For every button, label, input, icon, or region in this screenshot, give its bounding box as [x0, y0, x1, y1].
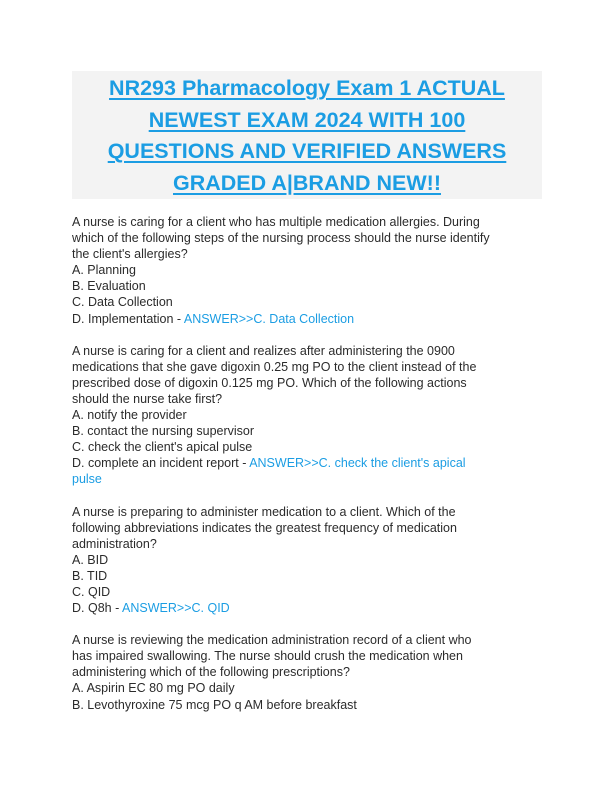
question-3 — [72, 504, 547, 617]
option-c: C. check the client's apical pulse — [72, 440, 253, 455]
question-stem-line: A nurse is caring for a client and realizes after administering the 0900 — [72, 343, 455, 358]
title-link-line-2[interactable]: NEWEST EXAM 2024 WITH 100 — [148, 107, 466, 132]
option-b: B. Levothyroxine 75 mcg PO q AM before breakfast — [72, 697, 357, 712]
question-stem-line: medications that she gave digoxin 0.25 mg PO to the client instead of the — [72, 359, 477, 374]
option-c: C. Data Collection — [72, 295, 173, 310]
option-a: A. Planning — [72, 263, 136, 278]
question-stem-line: administering which of the following prescriptions? — [72, 665, 350, 680]
question-stem-line: the client's allergies? — [72, 247, 188, 262]
question-1 — [72, 214, 547, 327]
option-d: D. Q8h - — [72, 601, 123, 616]
document-title — [72, 71, 542, 199]
option-b: B. Evaluation — [72, 279, 146, 294]
question-stem-line: administration? — [72, 536, 157, 551]
option-a: A. notify the provider — [72, 408, 187, 423]
option-d-with-answer — [72, 311, 547, 327]
title-link-line-1[interactable]: NR293 Pharmacology Exam 1 ACTUAL — [109, 76, 505, 100]
option-a: A. Aspirin EC 80 mg PO daily — [72, 681, 235, 696]
question-stem-line: prescribed dose of digoxin 0.125 mg PO. Which of the following actions — [72, 375, 467, 390]
document-body — [72, 214, 547, 729]
option-b: B. TID — [72, 568, 108, 583]
title-link-line-3[interactable]: QUESTIONS AND VERIFIED ANSWERS — [107, 139, 507, 163]
option-b: B. contact the nursing supervisor — [72, 424, 255, 439]
question-stem-line: A nurse is reviewing the medication administration record of a client who — [72, 633, 472, 648]
option-d: D. Implementation - — [72, 311, 184, 326]
question-4 — [72, 632, 547, 712]
question-stem-line: should the nurse take first? — [72, 391, 223, 406]
answer-text: ANSWER>>C. QID — [122, 601, 230, 616]
answer-text: ANSWER>>C. check the client's apical — [249, 456, 466, 471]
question-stem-line: has impaired swallowing. The nurse should crush the medication when — [72, 649, 463, 664]
question-stem-line: A nurse is caring for a client who has multiple medication allergies. During — [72, 215, 480, 229]
title-link-line-4[interactable]: GRADED A|BRAND NEW!! — [173, 170, 441, 195]
option-c: C. QID — [72, 584, 111, 599]
option-d-with-answer — [72, 455, 547, 471]
question-2 — [72, 343, 547, 488]
answer-text-continued: pulse — [72, 472, 102, 487]
option-a: A. BID — [72, 552, 109, 567]
answer-text: ANSWER>>C. Data Collection — [183, 311, 355, 326]
question-stem-line: following abbreviations indicates the greatest frequency of medication — [72, 520, 457, 535]
question-stem-line: which of the following steps of the nursing process should the nurse identify — [72, 231, 490, 246]
question-stem-line: A nurse is preparing to administer medication to a client. Which of the — [72, 504, 456, 519]
option-d-with-answer — [72, 600, 547, 616]
option-d: D. complete an incident report - — [72, 456, 250, 471]
